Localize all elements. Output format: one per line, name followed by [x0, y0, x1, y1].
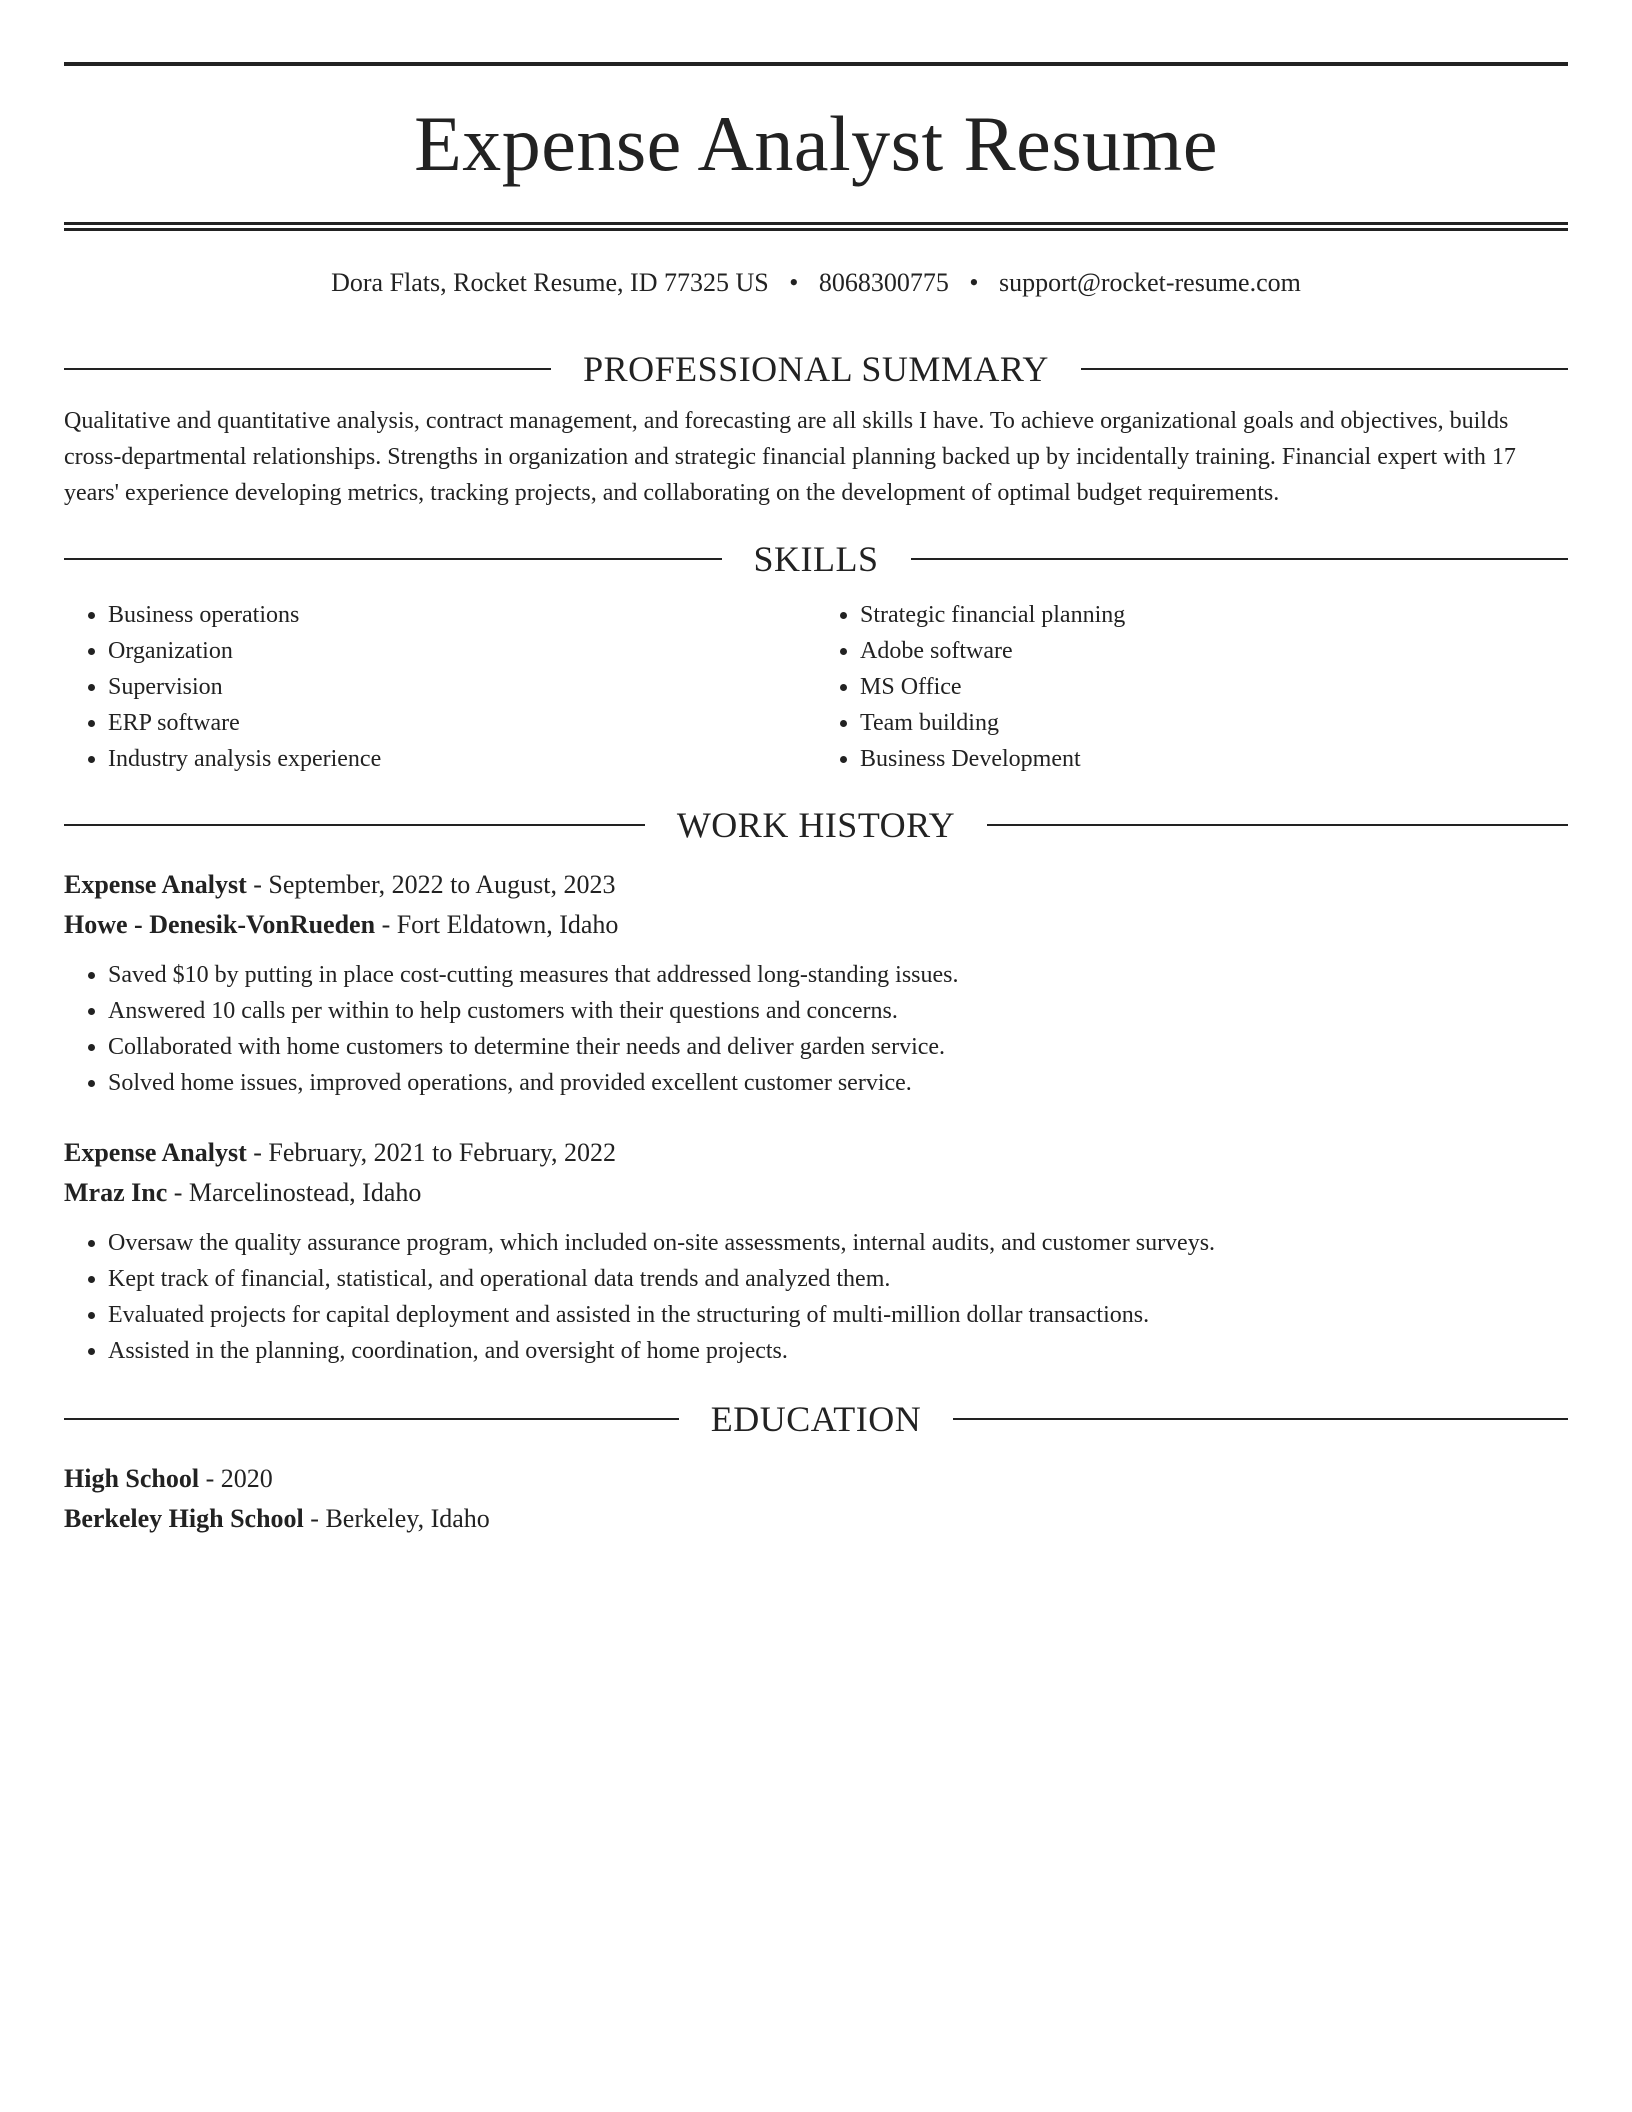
- contact-email: support@rocket-resume.com: [998, 268, 1301, 297]
- list-item: • Answered 10 calls per within to help customers with their questions and concerns.: [108, 993, 1568, 1029]
- skill-item: • Industry analysis experience: [108, 741, 816, 777]
- skill-item: • Business operations: [108, 597, 816, 633]
- skill-item: • Strategic financial planning: [860, 597, 1568, 633]
- work-section-header: [64, 803, 1568, 847]
- education-heading: EDUCATION: [710, 1399, 922, 1439]
- list-item: • Solved home issues, improved operations, and provided excellent customer service.: [108, 1065, 1568, 1101]
- skills-list: [64, 597, 1568, 777]
- top-rule: [64, 62, 1568, 66]
- job-title-line: [64, 1133, 1568, 1173]
- job-company-line: [64, 905, 1568, 945]
- skills-section-header: [64, 537, 1568, 581]
- job-bullets: [64, 957, 1568, 1101]
- section-rule-right: [911, 558, 1569, 560]
- contact-address: Dora Flats, Rocket Resume, ID 77325 US: [331, 268, 769, 297]
- contact-line: [64, 265, 1568, 301]
- section-rule-left: [64, 368, 551, 370]
- job-entry: [64, 865, 1568, 1101]
- job-location: - Fort Eldatown, Idaho: [375, 910, 619, 939]
- skill-item: • Supervision: [108, 669, 816, 705]
- job-company: Howe - Denesik-VonRueden: [64, 910, 376, 939]
- job-location: - Marcelinostead, Idaho: [167, 1178, 422, 1207]
- list-item: • Evaluated projects for capital deployment and assisted in the structuring of multi-million dollar transactions.: [108, 1297, 1568, 1333]
- job-title: Expense Analyst: [64, 870, 247, 899]
- education-entry: [64, 1459, 1568, 1539]
- education-year: - 2020: [199, 1464, 273, 1493]
- contact-separator: •: [789, 268, 799, 297]
- work-heading: WORK HISTORY: [676, 805, 956, 845]
- job-bullets: [64, 1225, 1568, 1369]
- resume-title: Expense Analyst Resume: [414, 100, 1218, 187]
- job-dates: - February, 2021 to February, 2022: [246, 1138, 616, 1167]
- summary-text: Qualitative and quantitative analysis, contract management, and forecasting are all skills I have. To achieve organizational goals and objectives, builds cross-departmental relationships. Strengths in organization and strategic financial planning backed up by incidentally training. Financial expert with 17 years' experience developing metrics, tracking projects, and collaborating on the development of optimal budget requirements.: [64, 408, 1516, 506]
- skill-item: • Adobe software: [860, 633, 1568, 669]
- skill-item: • Organization: [108, 633, 816, 669]
- education-degree-line: [64, 1459, 1568, 1499]
- education-school-line: [64, 1499, 1568, 1539]
- job-dates: - September, 2022 to August, 2023: [246, 870, 616, 899]
- skills-column-left: [64, 597, 816, 777]
- education-section-header: [64, 1397, 1568, 1441]
- job-company-line: [64, 1173, 1568, 1213]
- summary-heading: PROFESSIONAL SUMMARY: [583, 349, 1049, 389]
- skill-item: • Business Development: [860, 741, 1568, 777]
- education-degree: High School: [64, 1464, 200, 1493]
- contact-separator: •: [969, 268, 979, 297]
- section-rule-left: [64, 824, 645, 826]
- contact-phone: 8068300775: [818, 268, 949, 297]
- section-rule-right: [1081, 368, 1568, 370]
- skill-item: • Team building: [860, 705, 1568, 741]
- skills-heading: SKILLS: [753, 539, 879, 579]
- section-rule-right: [987, 824, 1568, 826]
- list-item: • Assisted in the planning, coordination, and oversight of home projects.: [108, 1333, 1568, 1369]
- job-title: Expense Analyst: [64, 1138, 247, 1167]
- list-item: • Saved $10 by putting in place cost-cutting measures that addressed long-standing issues.: [108, 957, 1568, 993]
- list-item: • Kept track of financial, statistical, and operational data trends and analyzed them.: [108, 1261, 1568, 1297]
- skill-item: • ERP software: [108, 705, 816, 741]
- job-company: Mraz Inc: [64, 1178, 168, 1207]
- skills-column-right: [816, 597, 1568, 777]
- section-rule-right: [953, 1418, 1568, 1420]
- skill-item: • MS Office: [860, 669, 1568, 705]
- job-title-line: [64, 865, 1568, 905]
- list-item: • Oversaw the quality assurance program, which included on-site assessments, internal audits, and customer surveys.: [108, 1225, 1568, 1261]
- section-rule-left: [64, 558, 722, 560]
- section-rule-left: [64, 1418, 679, 1420]
- education-school: Berkeley High School: [64, 1504, 304, 1533]
- list-item: • Collaborated with home customers to determine their needs and deliver garden service.: [108, 1029, 1568, 1065]
- summary-section-header: [64, 347, 1568, 391]
- title-double-rule: [64, 222, 1568, 231]
- job-entry: [64, 1133, 1568, 1369]
- education-location: - Berkeley, Idaho: [303, 1504, 490, 1533]
